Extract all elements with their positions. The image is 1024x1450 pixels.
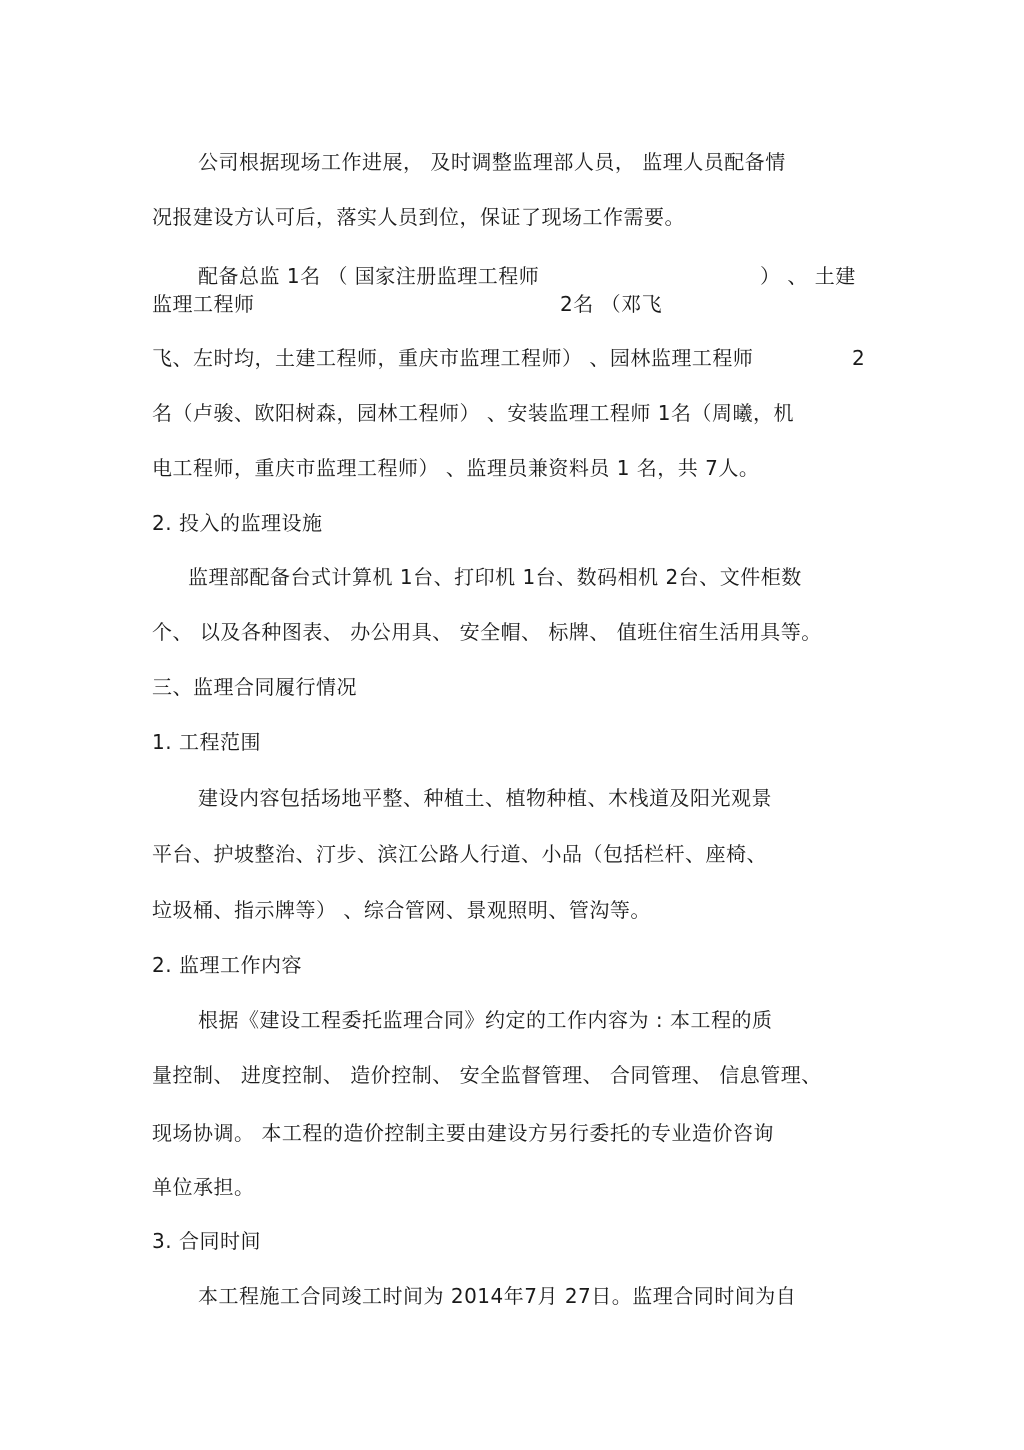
paragraph-line: 飞、左时均，土建工程师，重庆市监理工程师） 、园林监理工程师 [152,346,754,370]
paragraph-line: 本工程施工合同竣工时间为 2014年7月 27日。监理合同时间为自 [198,1284,797,1308]
paragraph-line: 现场协调。 本工程的造价控制主要由建设方另行委托的专业造价咨询 [152,1121,774,1145]
paragraph-line: 况报建设方认可后，落实人员到位，保证了现场工作需要。 [152,205,685,229]
paragraph-line: 垃圾桶、指示牌等） 、综合管网、景观照明、管沟等。 [152,898,651,922]
paragraph-line: 根据《建设工程委托监理合同》约定的工作内容为 : 本工程的质 [198,1008,773,1032]
paragraph-line: ） 、 土建 [760,264,856,288]
paragraph-line: 名（卢骏、欧阳树森，园林工程师） 、安装监理工程师 1名（周曦，机 [152,401,794,425]
paragraph-line: 2名 （邓飞 [560,292,663,316]
section-heading: 1. 工程范围 [152,730,261,754]
section-heading: 3. 合同时间 [152,1229,261,1253]
paragraph-line: 公司根据现场工作进展， 及时调整监理部人员， 监理人员配备情 [198,150,786,174]
paragraph-line: 监理工程师 [152,292,255,316]
paragraph-line: 单位承担。 [152,1175,255,1199]
paragraph-line: 个、 以及各种图表、 办公用具、 安全帽、 标牌、 值班住宿生活用具等。 [152,620,822,644]
section-heading: 2. 投入的监理设施 [152,511,323,535]
paragraph-line: 配备总监 1名 （ 国家注册监理工程师 [198,264,540,288]
paragraph-line: 电工程师，重庆市监理工程师） 、监理员兼资料员 1 名，共 7人。 [152,456,760,480]
section-heading: 三、监理合同履行情况 [152,675,357,699]
paragraph-line: 监理部配备台式计算机 1台、打印机 1台、数码相机 2台、文件柜数 [188,565,802,589]
paragraph-line: 平台、护坡整治、汀步、滨江公路人行道、小品（包括栏杆、座椅、 [152,842,767,866]
section-heading: 2. 监理工作内容 [152,953,302,977]
paragraph-line: 建设内容包括场地平整、种植土、植物种植、木栈道及阳光观景 [198,786,772,810]
paragraph-line: 量控制、 进度控制、 造价控制、 安全监督管理、 合同管理、 信息管理、 [152,1063,822,1087]
paragraph-line: 2 [852,346,866,370]
